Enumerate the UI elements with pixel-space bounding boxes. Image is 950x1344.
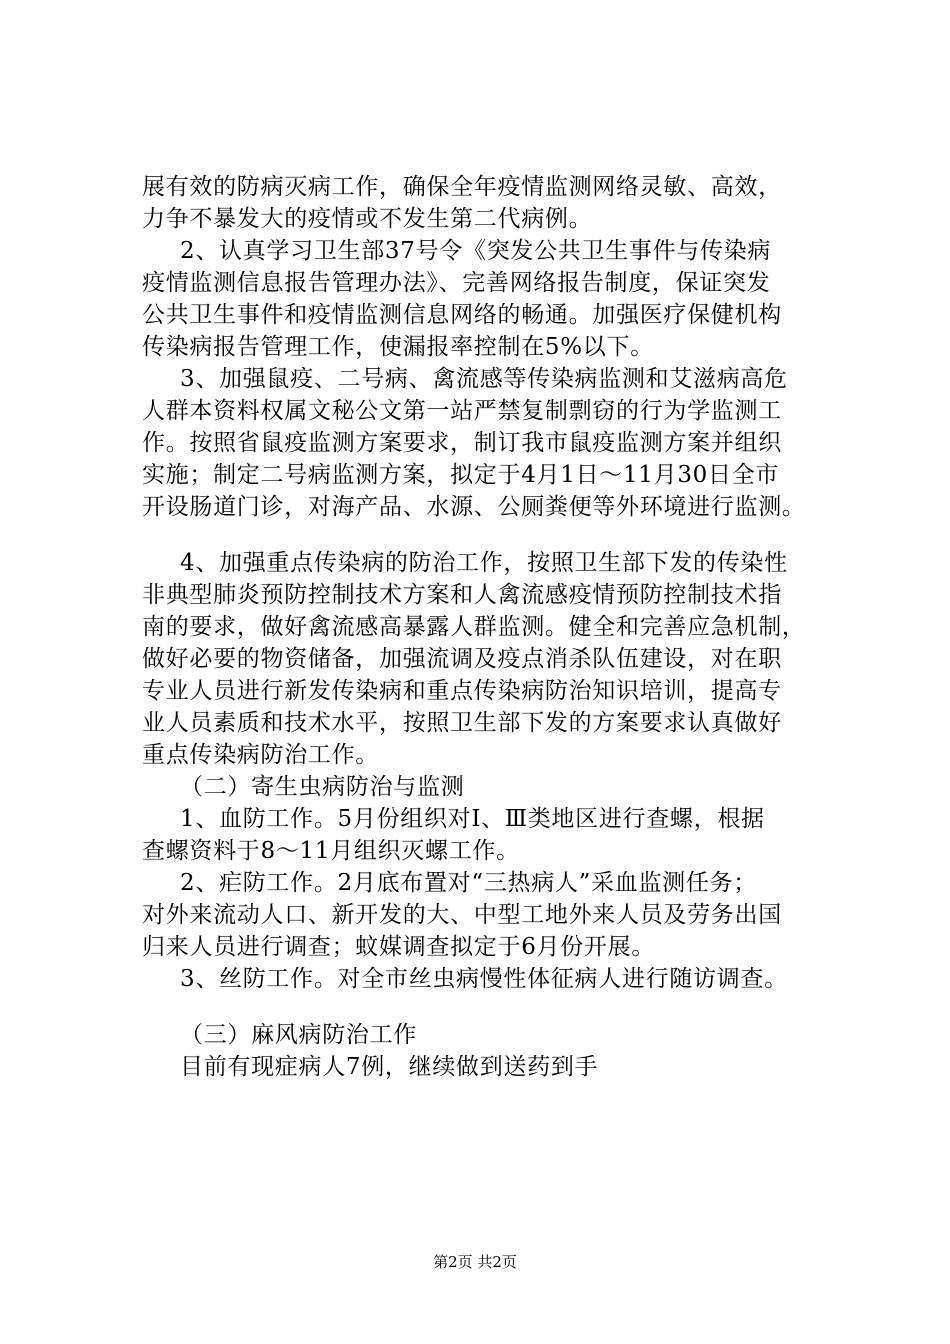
body-text-line: 人群本资料权属文秘公文第一站严禁复制剽窃的行为学监测工 <box>142 398 782 424</box>
body-text-line: 公共卫生事件和疫情监测信息网络的畅通。加强医疗保健机构 <box>142 302 782 328</box>
body-text-line: 业人员素质和技术水平，按照卫生部下发的方案要求认真做好 <box>142 710 782 736</box>
page-number-footer: 第2页 共2页 <box>433 1253 517 1271</box>
body-text-line: 查螺资料于8～11月组织灭螺工作。 <box>142 838 520 864</box>
section-heading: （二）寄生虫病防治与监测 <box>180 774 465 800</box>
body-text-line: 疫情监测信息报告管理办法》、完善网络报告制度，保证突发 <box>142 270 771 296</box>
body-text-line: 3、加强鼠疫、二号病、禽流感等传染病监测和艾滋病高危 <box>180 366 788 392</box>
body-text-line: 南的要求，做好禽流感高暴露人群监测。健全和完善应急机制， <box>142 614 806 640</box>
body-text-line: 2、认真学习卫生部37号令《突发公共卫生事件与传染病 <box>180 238 772 264</box>
body-text-line: 作。按照省鼠疫监测方案要求，制订我市鼠疫监测方案并组织 <box>142 430 782 456</box>
body-text-line: 3、丝防工作。对全市丝虫病慢性体征病人进行随访调查。 <box>180 966 788 992</box>
body-text-line: 传染病报告管理工作，使漏报率控制在5%以下。 <box>142 334 654 360</box>
body-text-line: 目前有现症病人7例，继续做到送药到手 <box>180 1054 599 1080</box>
body-text-line: 重点传染病防治工作。 <box>142 742 379 768</box>
body-text-line: 1、血防工作。5月份组织对Ⅰ、Ⅲ类地区进行查螺，根据 <box>180 806 765 832</box>
body-text-line: 展有效的防病灭病工作，确保全年疫情监测网络灵敏、高效， <box>142 174 782 200</box>
body-text-line: 实施；制定二号病监测方案，拟定于4月1日～11月30日全市 <box>142 462 780 488</box>
section-heading: （三）麻风病防治工作 <box>180 1022 417 1048</box>
body-text-line: 归来人员进行调查；蚊媒调查拟定于6月份开展。 <box>142 934 656 960</box>
body-text-line: 做好必要的物资储备，加强流调及疫点消杀队伍建设，对在职 <box>142 646 782 672</box>
body-text-line: 2、疟防工作。2月底布置对“三热病人”采血监测任务； <box>180 870 757 896</box>
body-text-line: 力争不暴发大的疫情或不发生第二代病例。 <box>142 206 593 232</box>
body-text-line: 4、加强重点传染病的防治工作，按照卫生部下发的传染性 <box>180 550 788 576</box>
body-text-line: 对外来流动人口、新开发的大、中型工地外来人员及劳务出国 <box>142 902 782 928</box>
body-text-line: 非典型肺炎预防控制技术方案和人禽流感疫情预防控制技术指 <box>142 582 782 608</box>
body-text-line: 专业人员进行新发传染病和重点传染病防治知识培训，提高专 <box>142 678 782 704</box>
body-text-line: 开设肠道门诊，对海产品、水源、公厕粪便等外环境进行监测。 <box>142 494 806 520</box>
